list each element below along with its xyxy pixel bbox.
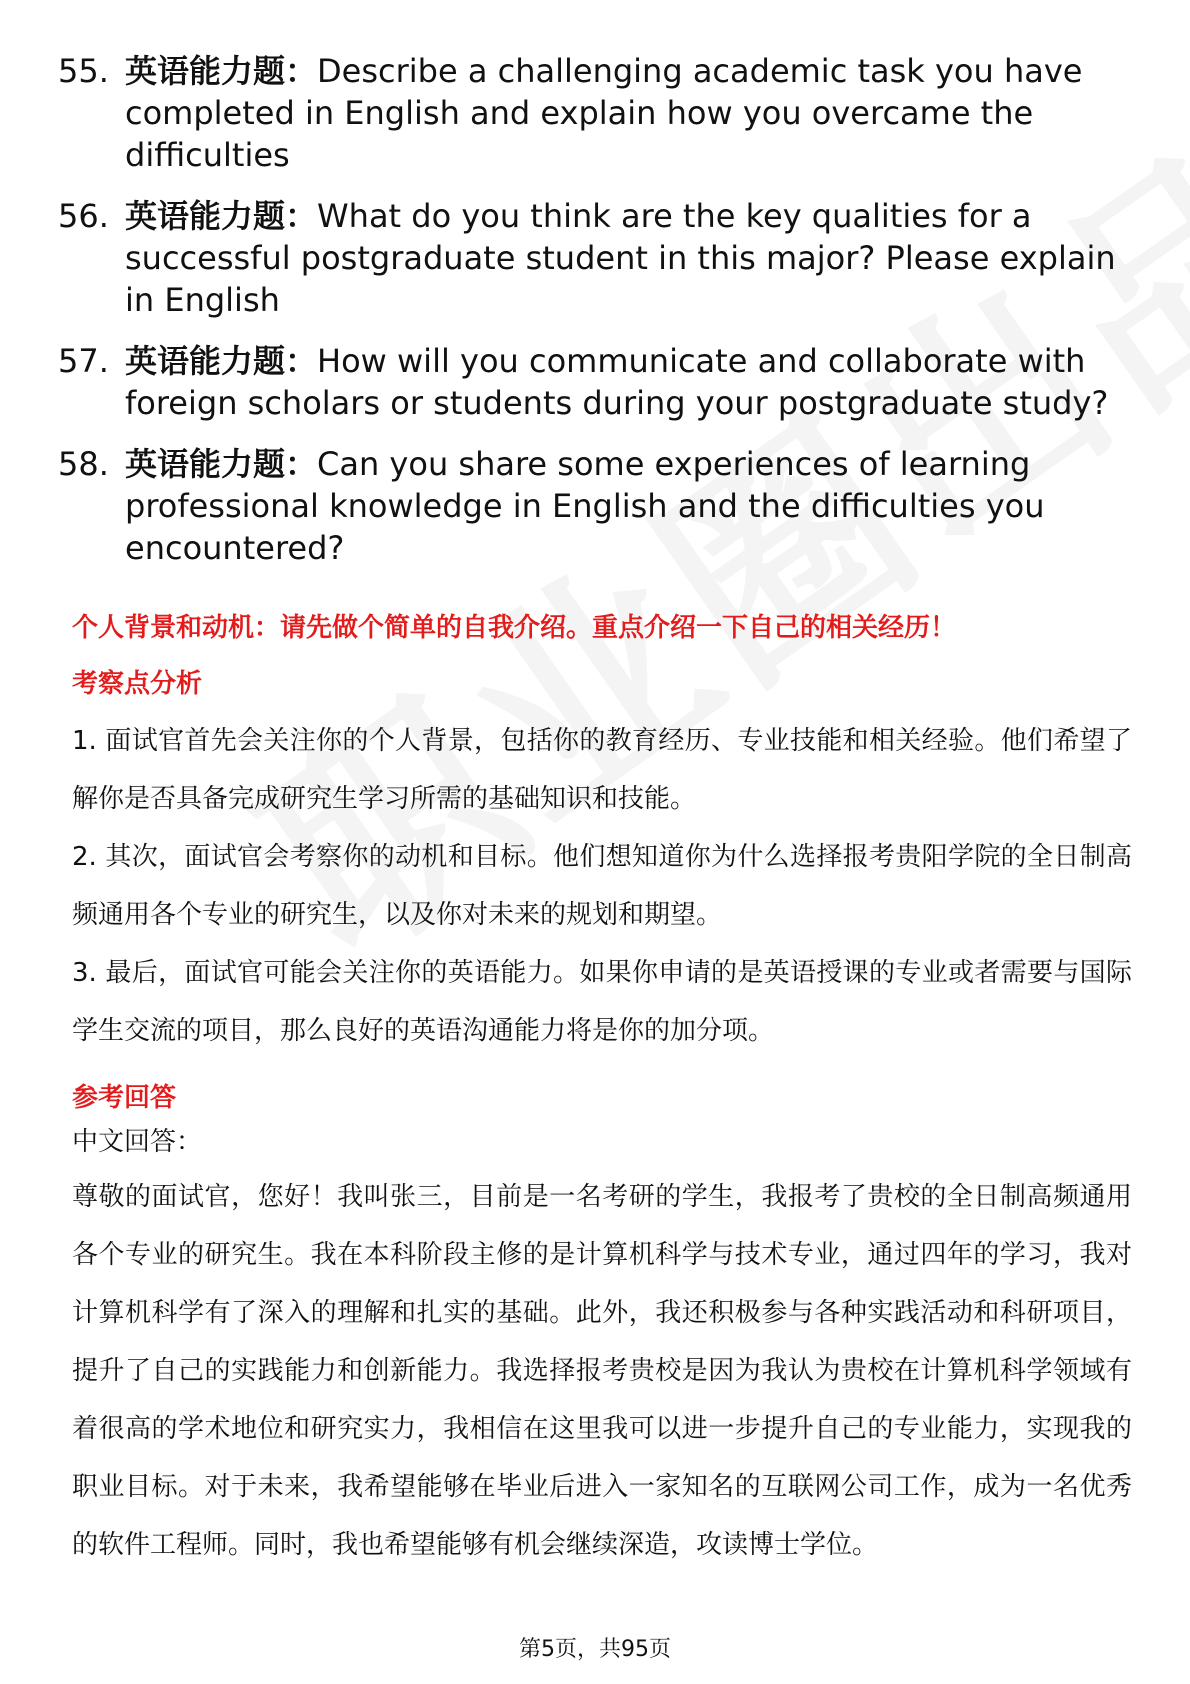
question-category: 英语能力题： xyxy=(125,197,318,235)
question-number: 57. xyxy=(58,342,109,380)
question-number: 55. xyxy=(58,52,109,90)
question-list xyxy=(58,50,1138,588)
question-text: Describe a challenging academic task you have completed in English and explain how you overcame the difficulties xyxy=(125,52,1083,174)
analysis-point: 3. 最后，面试官可能会关注你的英语能力。如果你申请的是英语授课的专业或者需要与国际学生交流的项目，那么良好的英语沟通能力将是你的加分项。 xyxy=(72,958,1132,1046)
question-item xyxy=(58,50,1138,176)
question-item xyxy=(58,195,1138,321)
section-title-block xyxy=(72,610,1132,646)
section-title: 个人背景和动机：请先做个简单的自我介绍。重点介绍一下自己的相关经历！ xyxy=(72,613,957,643)
answer-label: 中文回答： xyxy=(72,1127,203,1157)
answer-heading: 参考回答 xyxy=(72,1083,177,1113)
question-category: 英语能力题： xyxy=(125,52,318,90)
analysis-point: 2. 其次，面试官会考察你的动机和目标。他们想知道你为什么选择报考贵阳学院的全日制高频通用各个专业的研究生，以及你对未来的规划和期望。 xyxy=(72,842,1132,930)
analysis-heading: 考察点分析 xyxy=(72,669,203,699)
question-category: 英语能力题： xyxy=(125,342,318,380)
question-number: 58. xyxy=(58,445,109,483)
question-item xyxy=(58,340,1138,424)
analysis-block xyxy=(72,666,1132,1060)
question-number: 56. xyxy=(58,197,109,235)
analysis-point: 1. 面试官首先会关注你的个人背景，包括你的教育经历、专业技能和相关经验。他们希望了解你是否具备完成研究生学习所需的基础知识和技能。 xyxy=(72,726,1132,814)
question-item xyxy=(58,443,1138,569)
question-text: How will you communicate and collaborate with foreign scholars or students during your postgraduate study? xyxy=(125,342,1109,422)
question-text: Can you share some experiences of learning professional knowledge in English and the difficulties you encountered? xyxy=(125,445,1045,567)
answer-body: 尊敬的面试官，您好！我叫张三，目前是一名考研的学生，我报考了贵校的全日制高频通用各个专业的研究生。我在本科阶段主修的是计算机科学与技术专业，通过四年的学习，我对计算机科学有了深入的理解和扎实的基础。此外，我还积极参与各种实践活动和科研项目，提升了自己的实践能力和创新能力。我选择报考贵校是因为我认为贵校在计算机科学领域有着很高的学术地位和研究实力，我相信在这里我可以进一步提升自己的专业能力，实现我的职业目标。对于未来，我希望能够在毕业后进入一家知名的互联网公司工作，成为一名优秀的软件工程师。同时，我也希望能够有机会继续深造，攻读博士学位。 xyxy=(72,1182,1132,1560)
question-category: 英语能力题： xyxy=(125,445,318,483)
answer-block xyxy=(72,1080,1132,1574)
question-text: What do you think are the key qualities for a successful postgraduate student in this major? Please explain in English xyxy=(125,197,1116,319)
page-footer: 第5页，共95页 xyxy=(519,1637,671,1662)
